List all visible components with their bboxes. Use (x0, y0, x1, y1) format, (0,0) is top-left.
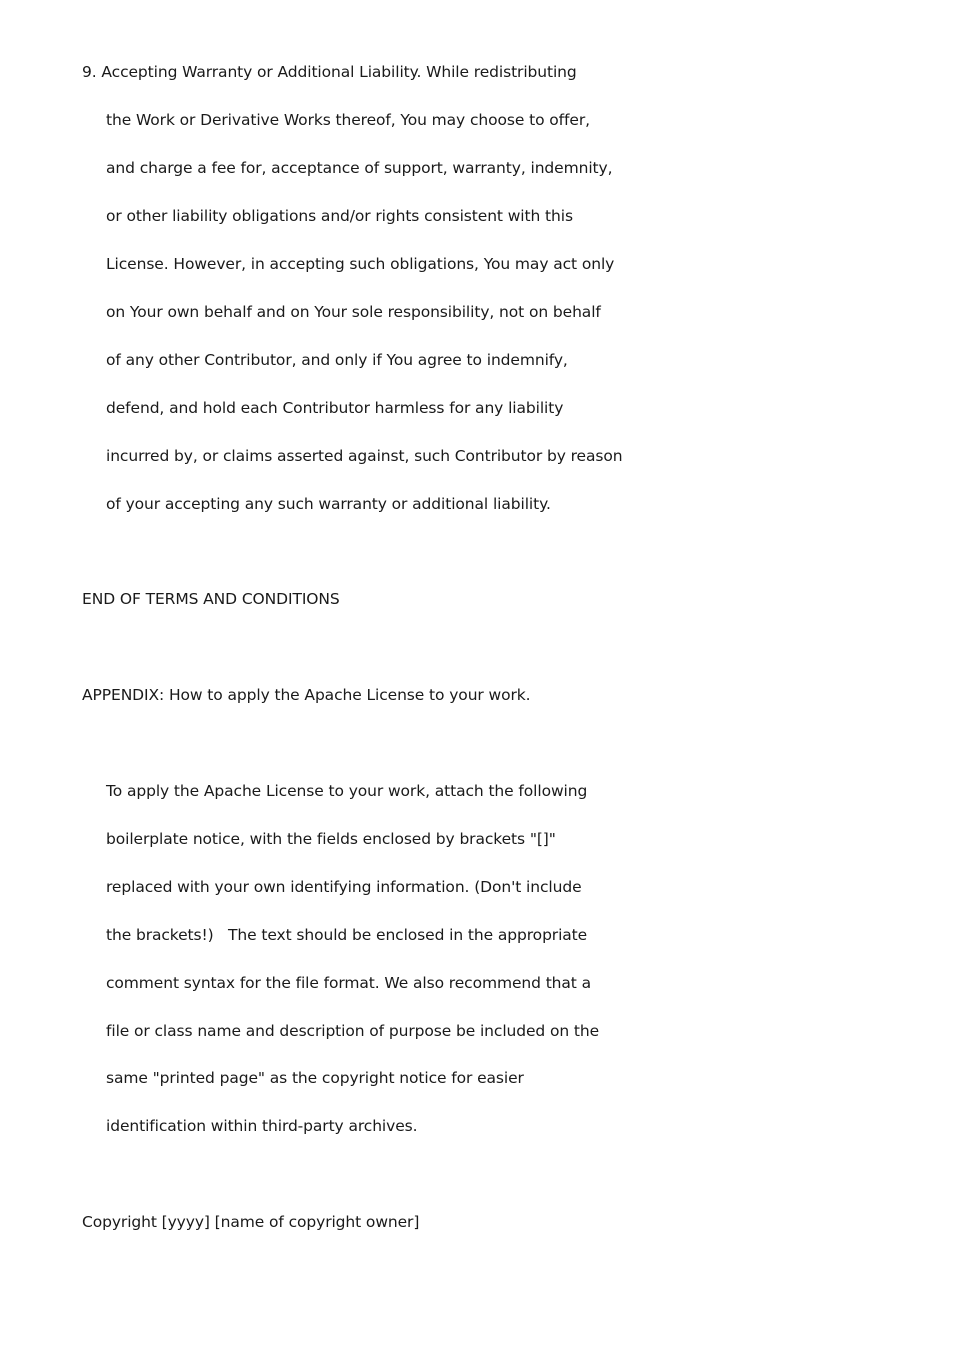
appendix-line: the brackets!) The text should be enclosed in the appropriate (106, 926, 588, 944)
section-9-line: on Your own behalf and on Your sole responsibility, not on behalf (106, 303, 601, 321)
copyright-line: Copyright [yyyy] [name of copyright owner] (82, 1213, 420, 1231)
end-of-terms-heading: END OF TERMS AND CONDITIONS (82, 590, 340, 608)
appendix-line: identification within third-party archives. (106, 1117, 418, 1135)
section-9-line: or other liability obligations and/or rights consistent with this (106, 207, 573, 225)
section-9-line: incurred by, or claims asserted against, such Contributor by reason (106, 447, 623, 465)
appendix-line: comment syntax for the file format. We also recommend that a (106, 974, 591, 992)
appendix-line: replaced with your own identifying information. (Don't include (106, 878, 582, 896)
appendix-line: boilerplate notice, with the fields enclosed by brackets "[]" (106, 830, 556, 848)
section-9-line: the Work or Derivative Works thereof, You may choose to offer, (106, 111, 590, 129)
appendix-line: To apply the Apache License to your work, attach the following (106, 782, 588, 800)
appendix-line: file or class name and description of purpose be included on the (106, 1022, 600, 1040)
appendix-heading: APPENDIX: How to apply the Apache License to your work. (82, 686, 531, 704)
section-9-line: License. However, in accepting such obligations, You may act only (106, 255, 615, 273)
appendix-line: same "printed page" as the copyright notice for easier (106, 1069, 524, 1087)
section-9-line: defend, and hold each Contributor harmless for any liability (106, 399, 564, 417)
section-9-line: and charge a fee for, acceptance of support, warranty, indemnity, (106, 159, 613, 177)
section-9-line: of your accepting any such warranty or additional liability. (106, 495, 551, 513)
section-9-line: of any other Contributor, and only if You agree to indemnify, (106, 351, 568, 369)
section-9-heading-line: 9. Accepting Warranty or Additional Liability. While redistributing (82, 63, 577, 81)
